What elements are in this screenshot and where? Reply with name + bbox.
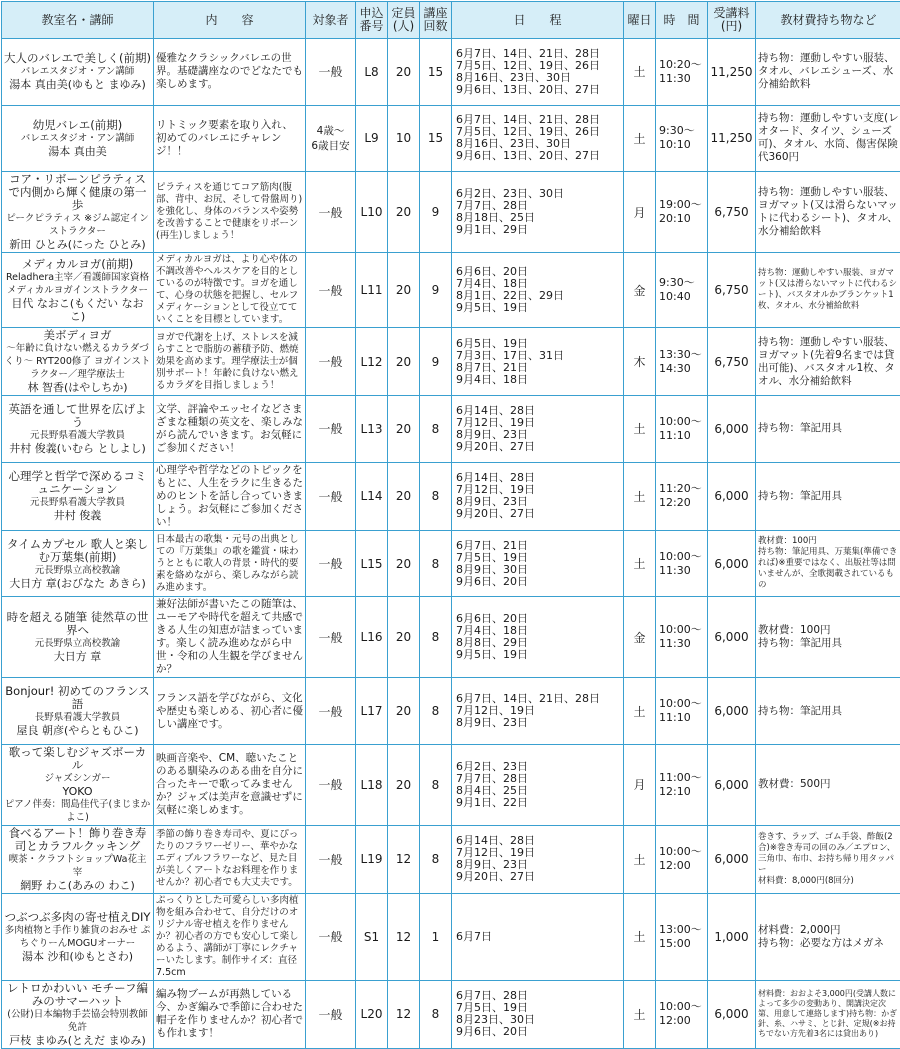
instructor-role: バレエスタジオ・アン講師 <box>4 132 151 145</box>
capacity-value: 20 <box>388 328 420 396</box>
instructor-role: バレエスタジオ・アン講師 <box>4 65 151 78</box>
weekday-value: 土 <box>624 39 656 106</box>
time-cell <box>656 462 708 530</box>
table-row <box>2 462 900 530</box>
capacity-value: 12 <box>388 825 420 893</box>
notes-cell <box>756 105 900 172</box>
time-cell <box>656 530 708 597</box>
notes-cell <box>756 744 900 825</box>
notes-text: 持ち物：運動しやすい服装、ヨガマット(又は滑らないマットに代わるシート)、バスタオルかブランケット1枚、タオル、水分補給飲料 <box>758 268 899 312</box>
notes-text: 持ち物：筆記用具 <box>758 422 899 435</box>
weekday-value: 土 <box>624 893 656 980</box>
schedule-cell <box>452 328 624 396</box>
instructor-name: 大日方 章 <box>4 650 151 663</box>
course-content: 映画音楽や、CM、聴いたことのある馴染みのある曲を自分に合ったキーで歌ってみませんか？ジャズは美声を意識せずに気軽に楽しめます。 <box>154 744 306 825</box>
target-value: 4歳〜 6歳目安 <box>308 123 353 153</box>
weekday-value: 月 <box>624 172 656 253</box>
header-content: 内 容 <box>154 2 306 39</box>
schedule-cell <box>452 172 624 253</box>
schedule-cell <box>452 530 624 597</box>
notes-text: 材料費：おおよそ3,000円(受講人数によって多少の変動あり、開講決定次第、用意して連絡します)持ち物：かぎ針、糸、ハサミ、とじ針、定規(※お持ちでない方先着3名には貸出あり) <box>758 989 899 1039</box>
fee-value: 6,000 <box>708 396 756 463</box>
notes-cell <box>756 328 900 396</box>
course-code: L18 <box>356 744 388 825</box>
capacity-value: 20 <box>388 597 420 678</box>
course-content: 兼好法師が書いたこの随筆は、ユーモアや時代を超えて共感できる人生の知恵が詰まっています。楽しく読み進めながら中世・令和の人生観を学びませんか？ <box>154 597 306 678</box>
instructor-name: 屋良 朝彦(やらともひこ) <box>4 724 151 737</box>
header-capacity: 定員(人) <box>388 2 420 39</box>
sessions-value: 15 <box>420 39 452 106</box>
weekday-value: 土 <box>624 396 656 463</box>
course-code: S1 <box>356 893 388 980</box>
schedule-dates: 6月7日、28日 7月5日、19日 8月23日、30日 9月6日、20日 <box>456 990 621 1038</box>
course-code: L17 <box>356 678 388 745</box>
course-cell <box>2 980 154 1048</box>
capacity-value: 20 <box>388 253 420 328</box>
fee-value: 1,000 <box>708 893 756 980</box>
course-code: L13 <box>356 396 388 463</box>
time-cell <box>656 825 708 893</box>
time-cell <box>656 893 708 980</box>
course-cell <box>2 105 154 172</box>
course-title: 英語を通して世界を広げよう <box>4 403 151 429</box>
schedule-cell <box>452 893 624 980</box>
sessions-value: 9 <box>420 253 452 328</box>
time-range: 10:00〜 11:30 <box>659 623 705 651</box>
instructor-name: 網野 わこ(あみの わこ) <box>4 879 151 892</box>
time-range: 11:00〜 12:10 <box>659 771 705 799</box>
course-content: 優雅なクラシックバレエの世界。基礎講座なのでどなたでも楽しめます。 <box>154 39 306 106</box>
course-cell <box>2 328 154 396</box>
target-cell <box>306 396 356 463</box>
target-cell <box>306 172 356 253</box>
course-cell <box>2 744 154 825</box>
course-cell <box>2 172 154 253</box>
table-row <box>2 105 900 172</box>
table-row <box>2 530 900 597</box>
weekday-value: 金 <box>624 597 656 678</box>
table-header-row <box>2 2 900 39</box>
header-target: 対象者 <box>306 2 356 39</box>
capacity-value: 12 <box>388 980 420 1048</box>
time-range: 10:00〜 11:10 <box>659 697 705 725</box>
time-range: 11:20〜 12:20 <box>659 482 705 510</box>
weekday-value: 土 <box>624 105 656 172</box>
target-value: 一般 <box>308 703 353 720</box>
sessions-value: 8 <box>420 396 452 463</box>
table-row <box>2 328 900 396</box>
instructor-name: 井村 俊義 <box>4 509 151 522</box>
fee-value: 11,250 <box>708 105 756 172</box>
schedule-dates: 6月2日、23日、30日 7月7日、28日 8月18日、25日 9月1日、29日 <box>456 188 621 236</box>
capacity-value: 20 <box>388 172 420 253</box>
table-row <box>2 744 900 825</box>
instructor-name: 林 智香(はやしちか) <box>4 381 151 394</box>
header-notes: 教材費持ち物など <box>756 2 900 39</box>
table-row <box>2 396 900 463</box>
fee-value: 6,000 <box>708 744 756 825</box>
capacity-value: 20 <box>388 396 420 463</box>
course-code: L9 <box>356 105 388 172</box>
schedule-cell <box>452 253 624 328</box>
notes-cell <box>756 39 900 106</box>
time-cell <box>656 980 708 1048</box>
header-weekday: 曜日 <box>624 2 656 39</box>
course-title: 歌って楽しむジャズボーカル <box>4 746 151 772</box>
notes-text: 教材費：100円 持ち物：筆記用具 <box>758 624 899 650</box>
schedule-dates: 6月6日、20日 7月4日、18日 8月8日、29日 9月5日、19日 <box>456 613 621 661</box>
course-cell <box>2 396 154 463</box>
course-cell <box>2 530 154 597</box>
target-cell <box>306 105 356 172</box>
instructor-name: 戸枝 まゆみ(とえだ まゆみ) <box>4 1034 151 1047</box>
notes-text: 持ち物：運動しやすい服装、ヨガマット(先着9名までは貸出可能)、バスタオル1枚、タオル、水分補給飲料 <box>758 336 899 388</box>
header-code: 申込番号 <box>356 2 388 39</box>
instructor-role: 元長野県看護大学教員 <box>4 429 151 442</box>
weekday-value: 金 <box>624 253 656 328</box>
instructor-name: 井村 俊義(いむら としよし) <box>4 442 151 455</box>
time-range: 10:20〜 11:30 <box>659 58 705 86</box>
target-value: 一般 <box>308 851 353 868</box>
course-cell <box>2 597 154 678</box>
notes-text: 材料費：2,000円 持ち物：必要な方はメガネ <box>758 924 899 950</box>
sessions-value: 15 <box>420 105 452 172</box>
course-title: 食べるアート！飾り巻き寿司とカラフルクッキング <box>4 827 151 853</box>
fee-value: 6,750 <box>708 328 756 396</box>
target-cell <box>306 980 356 1048</box>
course-content: フランス語を学びながら、文化や歴史も楽しめる、初心者に優しい講座です。 <box>154 678 306 745</box>
fee-value: 6,000 <box>708 980 756 1048</box>
time-range: 13:00〜 15:00 <box>659 923 705 951</box>
schedule-cell <box>452 744 624 825</box>
fee-value: 6,000 <box>708 597 756 678</box>
target-cell <box>306 39 356 106</box>
instructor-sub: ピアノ伴奏：間島佳代子(まじまかよこ) <box>4 798 151 824</box>
target-cell <box>306 744 356 825</box>
target-cell <box>306 530 356 597</box>
instructor-name: 湯本 真由美 <box>4 145 151 158</box>
time-cell <box>656 597 708 678</box>
sessions-value: 9 <box>420 328 452 396</box>
course-code: L19 <box>356 825 388 893</box>
table-row <box>2 253 900 328</box>
target-value: 一般 <box>308 63 353 80</box>
schedule-dates: 6月7日、14日、21日、28日 7月5日、12日、19日、26日 8月16日、23日、30日 9月6日、13日、20日、27日 <box>456 114 621 162</box>
table-row <box>2 893 900 980</box>
schedule-dates: 6月7日、14日、21日、28日 7月12日、19日 8月9日、23日 <box>456 693 621 729</box>
instructor-name: 湯本 沙和(ゆもとさわ) <box>4 950 151 963</box>
target-cell <box>306 328 356 396</box>
fee-value: 6,750 <box>708 253 756 328</box>
schedule-cell <box>452 39 624 106</box>
course-code: L15 <box>356 530 388 597</box>
table-row <box>2 39 900 106</box>
schedule-cell <box>452 980 624 1048</box>
sessions-value: 1 <box>420 893 452 980</box>
course-content: メディカルヨガは、より心や体の不調改善やヘルスケアを目的としているのが特徴です。ヨガを通して、心身の状態を把握し、セルフメディケーションとして役立てていくことを目標としています。 <box>154 253 306 328</box>
instructor-role: ピークピラティス ※ジム認定インストラクター <box>4 212 151 238</box>
notes-text: 教材費：500円 <box>758 778 899 791</box>
header-time: 時 間 <box>656 2 708 39</box>
instructor-role: ジャズシンガー <box>4 772 151 785</box>
target-value: 一般 <box>308 1006 353 1023</box>
notes-text: 持ち物：運動しやすい服装、タオル、バレエシューズ、水分補給飲料 <box>758 52 899 91</box>
weekday-value: 土 <box>624 462 656 530</box>
course-content: 文学、評論やエッセイなどさまざまな種類の英文を、楽しみながら読んでいきます。お気軽にご参加ください！ <box>154 396 306 463</box>
course-title: 幼児バレエ(前期) <box>4 119 151 132</box>
target-value: 一般 <box>308 776 353 793</box>
course-cell <box>2 825 154 893</box>
table-row <box>2 825 900 893</box>
time-range: 9:30〜 10:10 <box>659 124 705 152</box>
table-row <box>2 597 900 678</box>
notes-cell <box>756 172 900 253</box>
target-value: 一般 <box>308 928 353 945</box>
instructor-role: 元長野県看護大学教員 <box>4 496 151 509</box>
instructor-name: YOKO <box>4 785 151 798</box>
schedule-dates: 6月7日、14日、21日、28日 7月5日、12日、19日、26日 8月16日、23日、30日 9月6日、13日、20日、27日 <box>456 48 621 96</box>
schedule-dates: 6月7日 <box>456 931 621 943</box>
course-title: レトロかわいい モチーフ編みのサマーハット <box>4 982 151 1008</box>
fee-value: 11,250 <box>708 39 756 106</box>
course-cell <box>2 253 154 328</box>
sessions-value: 9 <box>420 172 452 253</box>
course-title: タイムカプセル 歌人と楽しむ万葉集(前期) <box>4 538 151 564</box>
capacity-value: 10 <box>388 105 420 172</box>
target-cell <box>306 253 356 328</box>
instructor-role: 元長野県立高校教諭 <box>4 564 151 577</box>
fee-value: 6,000 <box>708 678 756 745</box>
course-title: 大人のバレエで美しく(前期) <box>4 52 151 65</box>
header-fee: 受講料(円) <box>708 2 756 39</box>
notes-cell <box>756 893 900 980</box>
weekday-value: 土 <box>624 530 656 597</box>
instructor-role: Reladhera主宰／看護師国家資格 メディカルヨガインストラクター <box>4 271 151 297</box>
target-cell <box>306 597 356 678</box>
time-cell <box>656 396 708 463</box>
target-value: 一般 <box>308 629 353 646</box>
schedule-dates: 6月14日、28日 7月12日、19日 8月9日、23日 9月20日、27日 <box>456 405 621 453</box>
target-value: 一般 <box>308 555 353 572</box>
instructor-role: (公財)日本編物手芸協会特別教師免許 <box>4 1008 151 1034</box>
schedule-dates: 6月14日、28日 7月12日、19日 8月9日、23日 9月20日、27日 <box>456 472 621 520</box>
instructor-name: 新田 ひとみ(にった ひとみ) <box>4 238 151 251</box>
fee-value: 6,000 <box>708 825 756 893</box>
table-row <box>2 980 900 1048</box>
course-cell <box>2 893 154 980</box>
target-value: 一般 <box>308 488 353 505</box>
schedule-cell <box>452 462 624 530</box>
schedule-cell <box>452 105 624 172</box>
weekday-value: 土 <box>624 825 656 893</box>
time-cell <box>656 253 708 328</box>
course-content: ヨガで代謝を上げ、ストレスを減らすことで脂肪の蓄積予防、燃焼効果を高めます。理学療法士が個別サポート！年齢に負けない燃えるカラダを目指しましょう！ <box>154 328 306 396</box>
header-course: 教室名・講師 <box>2 2 154 39</box>
schedule-dates: 6月2日、23日 7月7日、28日 8月4日、25日 9月1日、22日 <box>456 761 621 809</box>
instructor-role: 喫茶・クラフトショップWa花主宰 <box>4 853 151 879</box>
capacity-value: 20 <box>388 462 420 530</box>
time-cell <box>656 39 708 106</box>
course-table <box>1 1 900 1049</box>
course-content: リトミック要素を取り入れ、初めてのバレエにチャレンジ！！ <box>154 105 306 172</box>
time-range: 9:30〜 10:40 <box>659 276 705 304</box>
course-title: 時を超える随筆 徒然草の世界へ <box>4 611 151 637</box>
target-cell <box>306 678 356 745</box>
weekday-value: 土 <box>624 678 656 745</box>
notes-cell <box>756 597 900 678</box>
target-cell <box>306 462 356 530</box>
course-title: Bonjour! 初めてのフランス語 <box>4 685 151 711</box>
capacity-value: 12 <box>388 893 420 980</box>
target-value: 一般 <box>308 353 353 370</box>
time-range: 13:30〜 14:30 <box>659 348 705 376</box>
time-cell <box>656 105 708 172</box>
header-sessions: 講座回数 <box>420 2 452 39</box>
schedule-dates: 6月7日、21日 7月5日、19日 8月9日、30日 9月6日、20日 <box>456 540 621 588</box>
course-code: L11 <box>356 253 388 328</box>
capacity-value: 20 <box>388 678 420 745</box>
course-code: L12 <box>356 328 388 396</box>
notes-cell <box>756 825 900 893</box>
target-value: 一般 <box>308 420 353 437</box>
time-cell <box>656 172 708 253</box>
capacity-value: 20 <box>388 39 420 106</box>
notes-cell <box>756 980 900 1048</box>
instructor-name: 湯本 真由美(ゆもと まゆみ) <box>4 78 151 91</box>
course-title: 美ボディヨガ <box>4 329 151 342</box>
target-value: 一般 <box>308 282 353 299</box>
schedule-cell <box>452 825 624 893</box>
course-cell <box>2 39 154 106</box>
course-code: L10 <box>356 172 388 253</box>
notes-cell <box>756 462 900 530</box>
header-schedule: 日 程 <box>452 2 624 39</box>
sessions-value: 8 <box>420 825 452 893</box>
notes-text: 持ち物：筆記用具 <box>758 705 899 718</box>
schedule-cell <box>452 396 624 463</box>
notes-cell <box>756 678 900 745</box>
notes-text: 持ち物：筆記用具 <box>758 490 899 503</box>
notes-text: 持ち物：運動しやすい服装、ヨガマット(又は滑らないマットに代わるシート)、タオル、水分補給飲料 <box>758 186 899 238</box>
time-cell <box>656 328 708 396</box>
course-cell <box>2 462 154 530</box>
target-cell <box>306 825 356 893</box>
table-row <box>2 678 900 745</box>
table-row <box>2 172 900 253</box>
notes-text: 教材費：100円 持ち物：筆記用具、万葉集(準備できれば)※重要ではなく、出版社等は問いませんが、全歌掲載されているもの <box>758 536 899 591</box>
course-code: L14 <box>356 462 388 530</box>
course-content: 季節の飾り巻き寿司や、夏にぴったりのフラワーゼリー、華やかなエディブルフラワーなど、見た目が美しくアートなお料理を作りませんか？初心者でも大丈夫です。 <box>154 825 306 893</box>
time-range: 10:00〜 12:00 <box>659 845 705 873</box>
fee-value: 6,750 <box>708 172 756 253</box>
target-cell <box>306 893 356 980</box>
capacity-value: 20 <box>388 744 420 825</box>
course-title: つぶつぶ多肉の寄せ植えDIY <box>4 911 151 924</box>
weekday-value: 月 <box>624 744 656 825</box>
schedule-cell <box>452 597 624 678</box>
course-title: コア・リボーンピラティスで内側から輝く健康の第一歩 <box>4 173 151 212</box>
course-code: L16 <box>356 597 388 678</box>
course-content: 編み物ブームが再熱している今、かぎ編みで季節に合わせた帽子を作りませんか？初心者でも作れます！ <box>154 980 306 1048</box>
course-content: 心理学や哲学などのトピックをもとに、人生をラクに生きるためのヒントを話し合っていきましょう。お気軽にご参加ください！ <box>154 462 306 530</box>
time-range: 10:00〜 11:10 <box>659 415 705 443</box>
schedule-dates: 6月5日、19日 7月3日、17日、31日 8月7日、21日 9月4日、18日 <box>456 338 621 386</box>
course-code: L8 <box>356 39 388 106</box>
time-range: 19:00〜 20:10 <box>659 198 705 226</box>
weekday-value: 土 <box>624 980 656 1048</box>
time-cell <box>656 678 708 745</box>
instructor-role: 元長野県立高校教諭 <box>4 637 151 650</box>
sessions-value: 8 <box>420 530 452 597</box>
instructor-name: 目代 なおこ(もくだい なおこ) <box>4 297 151 323</box>
time-cell <box>656 744 708 825</box>
course-content: 日本最古の歌集・元号の出典としての『万葉集』の歌を鑑賞・味わうとともに歌人の背景・時代的要素を絡めながら、楽しみながら読み進めます。 <box>154 530 306 597</box>
instructor-role: 長野県看護大学教員 <box>4 711 151 724</box>
instructor-role: 多肉植物と手作り雑貨のおみせ ぷちぐりーんMOGUオーナー <box>4 924 151 950</box>
sessions-value: 8 <box>420 980 452 1048</box>
notes-text: 巻きす、ラップ、ゴム手袋、酢飯(2合)※巻き寿司の回のみ／エプロン、三角巾、布巾、お持ち帰り用タッパー 材料費：8,000円(8回分) <box>758 832 899 887</box>
notes-cell <box>756 253 900 328</box>
weekday-value: 木 <box>624 328 656 396</box>
sessions-value: 8 <box>420 678 452 745</box>
course-content: ぷっくりとした可愛らしい多肉植物を組み合わせて、自分だけのオリジナル寄せ植えを作りませんか？初心者の方でも安心して楽しめるよう、講師が丁寧にレクチャーいたします。制作サイズ：直径7.5cm <box>154 893 306 980</box>
schedule-cell <box>452 678 624 745</box>
course-code: L20 <box>356 980 388 1048</box>
notes-text: 持ち物：運動しやすい支度(レオタード、タイツ、シューズ可)、タオル、水筒、傷害保険代360円 <box>758 112 899 164</box>
instructor-role: 〜年齢に負けない燃えるカラダづくり〜 RYT200修了 ヨガインストラクター／理学療法士 <box>4 342 151 381</box>
fee-value: 6,000 <box>708 462 756 530</box>
notes-cell <box>756 530 900 597</box>
course-title: メディカルヨガ(前期) <box>4 258 151 271</box>
time-range: 10:00〜 12:00 <box>659 1000 705 1028</box>
time-range: 10:00〜 11:30 <box>659 550 705 578</box>
course-title: 心理学と哲学で深めるコミュニケーション <box>4 470 151 496</box>
target-value: 一般 <box>308 204 353 221</box>
sessions-value: 8 <box>420 744 452 825</box>
notes-cell <box>756 396 900 463</box>
course-cell <box>2 678 154 745</box>
fee-value: 6,000 <box>708 530 756 597</box>
schedule-dates: 6月6日、20日 7月4日、18日 8月1日、22日、29日 9月5日、19日 <box>456 266 621 314</box>
course-content: ピラティスを通じてコア筋肉(腹部、背中、お尻、そして骨盤周り)を強化し、身体のバランスや姿勢を改善することで健康をリボーン(再生)しましょう！ <box>154 172 306 253</box>
capacity-value: 20 <box>388 530 420 597</box>
sessions-value: 8 <box>420 597 452 678</box>
sessions-value: 8 <box>420 462 452 530</box>
schedule-dates: 6月14日、28日 7月12日、19日 8月9日、23日 9月20日、27日 <box>456 835 621 883</box>
instructor-name: 大日方 章(おびなた あきら) <box>4 577 151 590</box>
